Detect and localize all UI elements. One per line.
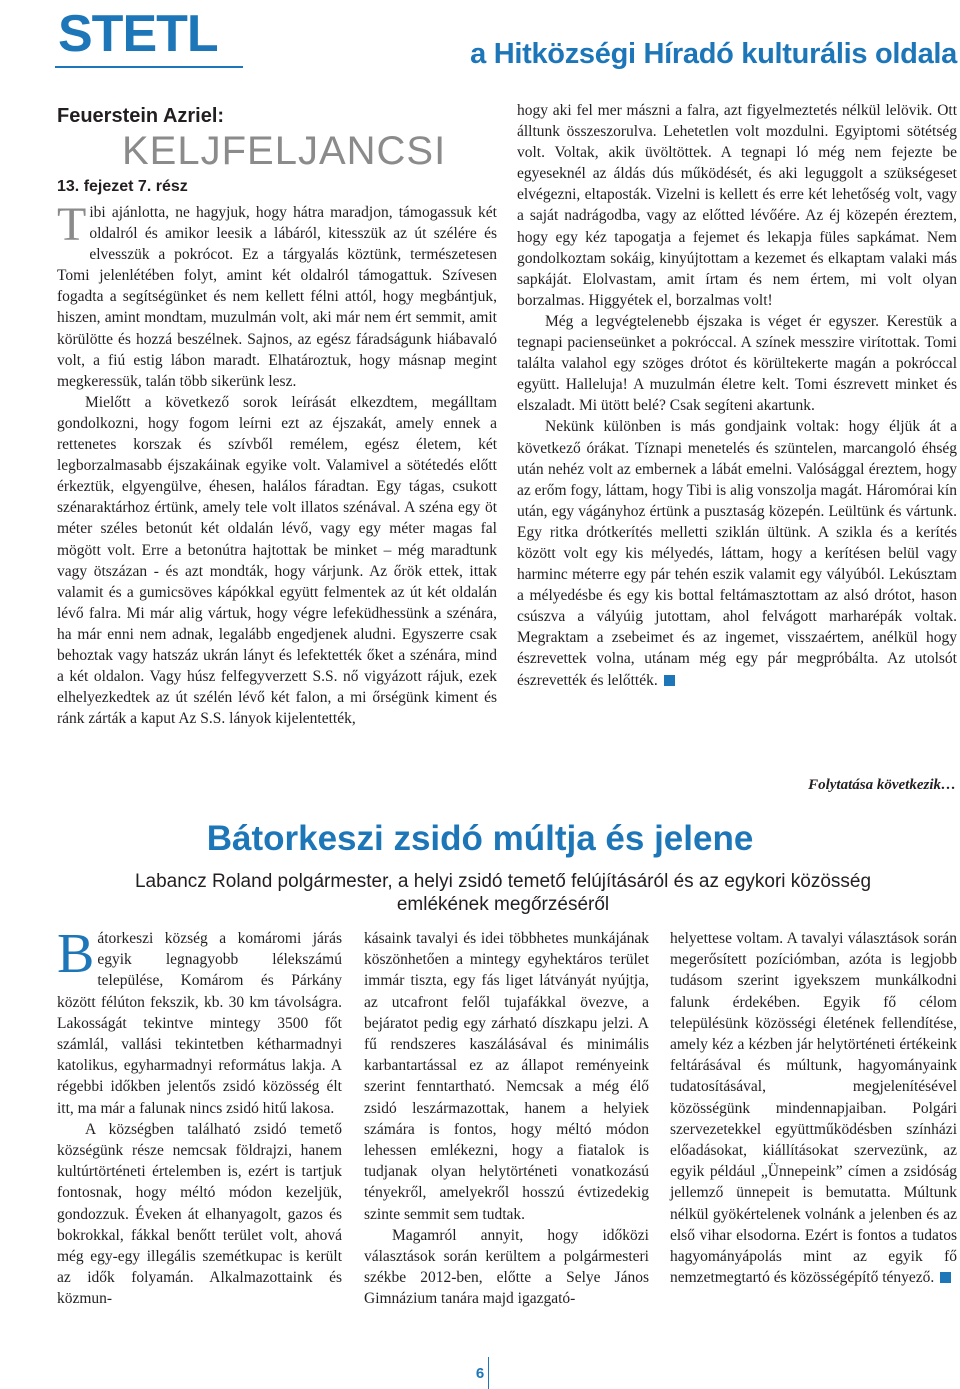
story-column-left [57,198,497,729]
story-paragraph-1 [57,198,497,392]
article-dropcap: B [57,923,95,985]
story-paragraph-5-text: Nekünk különben is más gondjaink voltak: hogy éljük át a következő órákat. Tíznapi menetelés és szüntelen, marcangoló éhség után nehéz volt az embernek a lábát emelni. Valósággal éreztem, hogy az erőm fogy, láttam, hogy Tibi is alig vonszolja magát. Háromórai kín után, egy vágányhoz értünk a pusztaság közepén. Leültünk és vártunk. Egy ritka drótkerítés melletti sziklán ültünk. A szikla és a kerítés között volt egy kis mélyedés, láttam, hogy a kerítésen belül vagy harminc méterre egy pár tehén eszik valamit egy vályúból. Lekúsztam a mélyedésbe és egy kis bottal feltámasztottam az alsó drótot, hason csúszva a vályúig jutottam, ahol felvágott marharépák voltak. Megraktam a zsebeimet és az ingemet, visszaértem, anélkül hogy észrevettek volna, utánam még egy pár megpróbálta. Az utolsót észrevették és lelőtték. [517,418,957,689]
magazine-brand: STETL [58,5,218,63]
story-paragraph-2: Mielőtt a következő sorok leírását elkezdtem, megálltam gondolkozni, hogy fogom leírni ezt az éjszakát, amely ennek a rettenetes korszak és szívből remélem, egész életem, két legborzalmasabb éjszakáinak egyike volt. Valamivel a sötétedés előtt érkeztük, elgyengülve, éhesen, halálos fáradtan. Egy tágas, csukott szénaraktárhoz értünk, amely tele volt illatos szénával. A széna egy öt méter széles betonút két oldalán lévő, vagy egy méter magas fal mögött volt. Erre a betonútra hajtottak be minket – még maradtunk vagy ötszázan - és azt mondták, hogy várjunk. Az őrök ettek, ittak valamit és a gumicsöves kápókkal együtt felmentek az út két oldalán lévő falra. Mi már alig vártuk, hogy végre lefeküdhessünk a szénára, ha már enni nem adnak, legalább engedjenek aludni. Egyszerre csak behoztak vagy hatszáz ukrán lányt és lefektették őket a szénára, mind a két oldalon. Vagy húsz felfegyverzett S.S. nő vigyázott rájuk, ezek elhelyezkedtek az út szélén lévő két falon, a mi őrségünk kiment és ránk zárták a kaput Az S.S. lányok kijelentették, [57,393,497,728]
section-title: a Hitközségi Híradó kulturális oldala [470,38,957,70]
brand-underline [55,66,243,68]
story-chapter: 13. fejezet 7. rész [57,178,188,195]
article-column-1 [57,923,342,1310]
article-paragraph-1-text: átorkeszi község a komáromi járás egyik legnagyobb lélekszámú települése, Komárom és Párkány között félúton fekszik, kb. 30 km távolságra. Lakosságát tekintve mintegy 3500 főt számlál, vallási tekintetben kétharmadnyi katolikus, egyharmadnyi református lakja. A régebbi időkben jelentős zsidó közösség élt itt, ma már a falunak nincs zsidó hitű lakosa. [57,930,342,1117]
story-paragraph-5 [517,416,957,690]
story-dropcap: T [57,198,87,251]
article-paragraph-1 [57,923,342,1119]
article-paragraph-5 [670,928,957,1288]
story-paragraph-1-text: ibi ajánlotta, ne hagyjuk, hogy hátra maradjon, támogassuk két oldalról és amikor leesik a lábáról, kitesszük az út szélére és elvesszük a pokrócot. Ez a tárgyalás köztünk, természetesen Tomi jelenlétében folyt, amint két oldalról támogattuk. Szívesen fogadta a segítségünket és nem kellett félni attól, hogy megbántjuk, hiszen, amint mondtam, muzulmán volt, aki már nem ért semmit, amit körülötte és hozzá beszélnek. Sajnos, az egész fáradságunk hiábavaló volt, a fiú estig lábon maradt. Elhatároztuk, hogy másnap megint megkeressük, talán több sikerünk lesz. [57,204,497,390]
story-column-right [517,100,957,691]
page-number: 6 [475,1365,485,1382]
end-mark-icon [940,1272,951,1283]
article-column-3 [670,928,957,1288]
article-paragraph-2: A községben található zsidó temető községünk része nemcsak földrajzi, hanem kultúrtörténeti értelemben is, ezért is tartjuk fontosnak, hogy méltó módon kezeljük, gondozzuk. Éveken át elhanyagolt, gazos és bokrokkal, fákkal benőtt terület volt, ahová még egy-egy illegális szemétkupac is került az idők folyamán. Alkalmazottaink és közmun- [57,1120,342,1308]
story-paragraph-3: hogy aki fel mer mászni a falra, azt figyelmeztetés nélkül lelövik. Ott álltunk összeszorulva. Lehetetlen volt mozdulni. Egyiptomi sötétség volt. Voltak, akik üvöltöttek. A tegnapi ló még nem fejezte be egyeseknél az áldás dús működését, és aki leguggolt a szükségeset elvégezni, eltaposták. Vizelni is kellett és erre két lehetőség volt, vagy a saját nadrágodba, vagy az előtted lévőére. Az éj közepén éreztem, hogy egy kéz tapogatja a fejemet és lekapja füles sapkámat. Nem gondolkoztam sokáig, kinyújtottam a kezemet és elkaptam valaki más sapkáját. Elolvastam, amit írtam és nem értem, mi volt olyan borzalmas. Higgyétek el, borzalmas volt! [517,102,957,309]
article-paragraph-4: Magamról annyit, hogy időközi választások során kerültem a polgármesteri székbe 2012-ben, előtte a Selye János Gimnázium tanára majd igazgató- [364,1226,649,1308]
article-column-2 [364,928,649,1310]
end-mark-icon [664,675,675,686]
article-paragraph-3: kásaink tavalyi és idei többhetes munkájának köszönhetően a mintegy egyhektáros terület immár tiszta, egy fás liget látványát nyújtja, az utcafront felől tujafákkal övezve, a bejáratot pedig egy zárható díszkapu jelzi. A fű rendszeres kaszálásával és minimális karbantartással ez az állapot reményeink szerint fenntartható. Nemcsak a még élő zsidó leszármazottak, hanem a helyiek számára is fontos, hogy méltó módon lehessen emlékezni, hogy a fiatalok is tudjanak olyan helytörténeti vonatkozású tényekről, amelyekről hosszú évtizedekig szinte semmit sem tudtak. [364,930,649,1223]
article-title: Bátorkeszi zsidó múltja és jelene [206,819,754,858]
article-paragraph-5-text: helyettese voltam. A tavalyi választások során megerősített pozíciómban, azóta is legjobb tudásom szerint igyekszem munkálkodni falunk érdekében. Egyik fő célom településünk közösségi életének fellendítése, amely kéz a kézben jár helytörténeti értékeink feltárásával és múltunk, hagyományaink tudatosításával, megjelenítésével közösségünk mindennapjaiban. Polgári szervezetekkel együttműködésben színházi előadásokat, kiállításokat szervezünk, az egyik például „Ünnepeink” címen a zsidóság jellemző ünnepeit is bemutatta. Múltunk nélkül gyökértelenek volnánk a jelenben és az első vihar elsodorna. Ezért is fontos a tudatos hagyományápolás mint az egyik fő nemzetmegtartó és közösségépítő tényező. [670,930,957,1287]
story-author: Feuerstein Azriel: [57,105,225,127]
article-subtitle: Labancz Roland polgármester, a helyi zsidó temető felújításáról és az egykori közösség emlékének megőrzéséről [134,871,872,915]
story-paragraph-4: Még a legvégtelenebb éjszaka is véget ér egyszer. Kerestük a tegnapi pacienseünket a pokróccal. A színek messzire virítottak. Tomi találta valahol egy szöges drótot és körültekerte magán a pokróccal együtt. Halleluja! A muzulmán életre kelt. Tomi észrevett minket és elszaladt. Mi ütött belé? Csak segíteni akartunk. [517,312,957,415]
story-title: KELJFELJANCSI [122,129,447,173]
continued-note: Folytatása következik… [808,777,956,793]
